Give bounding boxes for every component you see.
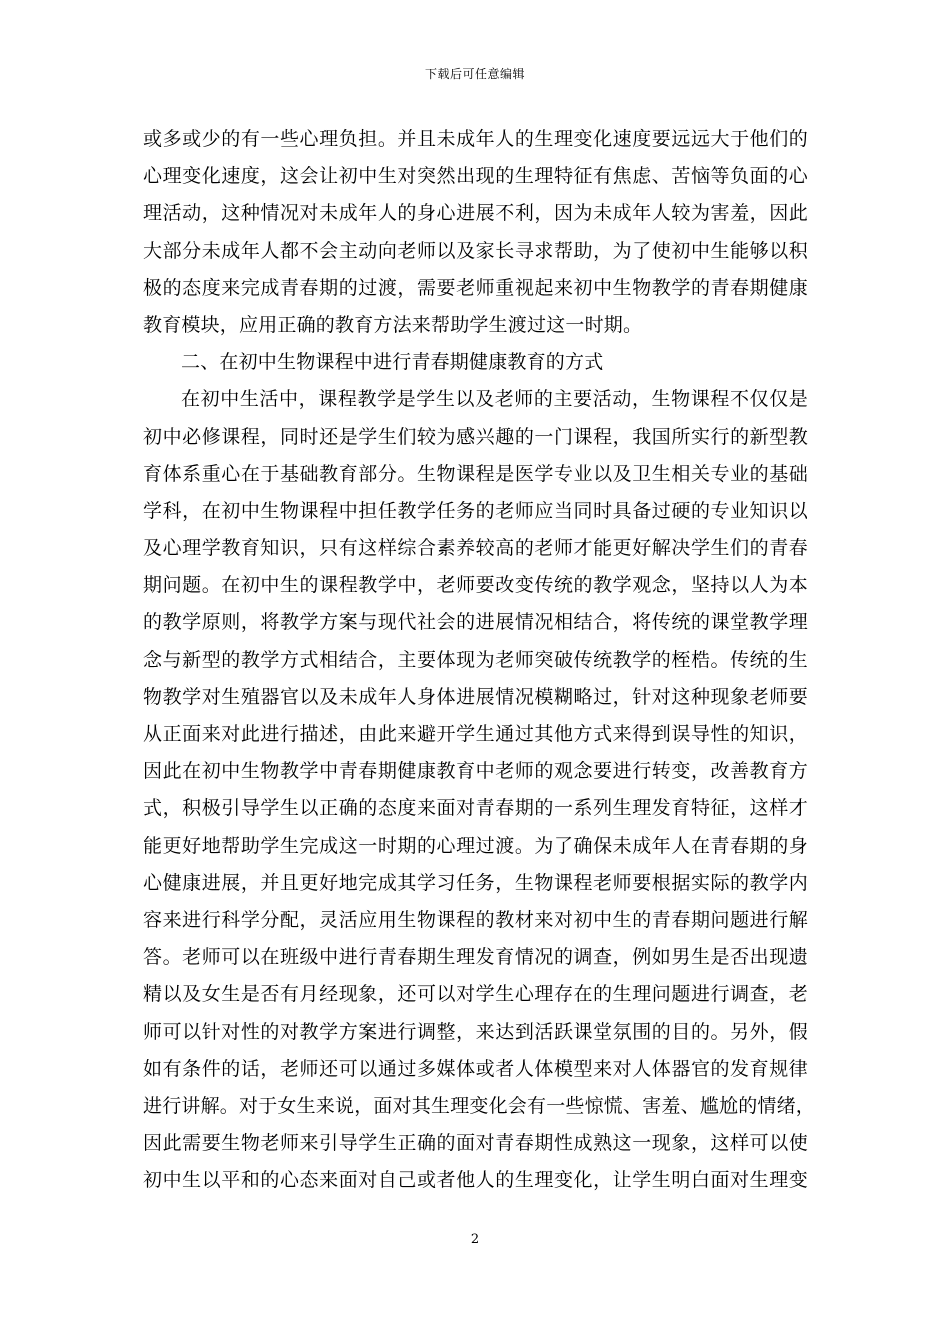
text-line: 心健康进展，并且更好地完成其学习任务，生物课程老师要根据实际的教学内 bbox=[143, 871, 808, 894]
text-line: 极的态度来完成青春期的过渡，需要老师重视起来初中生物教学的青春期健康 bbox=[143, 276, 808, 299]
text-line: 精以及女生是否有月经现象，还可以对学生心理存在的生理问题进行调查，老 bbox=[143, 983, 808, 1006]
text-line: 从正面来对此进行描述，由此来避开学生通过其他方式来得到误导性的知识， bbox=[143, 723, 808, 745]
text-line: 答。老师可以在班级中进行青春期生理发育情况的调查，例如男生是否出现遗 bbox=[143, 946, 808, 969]
text-line: 期问题。在初中生的课程教学中，老师要改变传统的教学观念，坚持以人为本 bbox=[143, 574, 808, 597]
text-line: 及心理学教育知识，只有这样综合素养较高的老师才能更好解决学生们的青春 bbox=[143, 537, 808, 560]
text-line: 因此需要生物老师来引导学生正确的面对青春期性成熟这一现象，这样可以使 bbox=[143, 1132, 808, 1155]
text-line: 理活动，这种情况对未成年人的身心进展不利，因为未成年人较为害羞，因此 bbox=[143, 202, 808, 225]
text-line: 教育模块，应用正确的教育方法来帮助学生渡过这一时期。 bbox=[143, 313, 643, 336]
text-line: 初中必修课程，同时还是学生们较为感兴趣的一门课程，我国所实行的新型教 bbox=[143, 425, 808, 448]
text-line: 育体系重心在于基础教育部分。生物课程是医学专业以及卫生相关专业的基础 bbox=[143, 462, 808, 485]
text-line: 初中生以平和的心态来面对自己或者他人的生理变化，让学生明白面对生理变 bbox=[143, 1169, 808, 1192]
text-line: 因此在初中生物教学中青春期健康教育中老师的观念要进行转变，改善教育方 bbox=[143, 760, 808, 783]
section-heading: 二、在初中生物课程中进行青春期健康教育的方式 bbox=[181, 351, 604, 374]
text-line: 物教学对生殖器官以及未成年人身体进展情况模糊略过，针对这种现象老师要 bbox=[143, 685, 808, 708]
page-number: 2 bbox=[470, 1232, 480, 1247]
text-line: 能更好地帮助学生完成这一时期的心理过渡。为了确保未成年人在青春期的身 bbox=[143, 834, 808, 857]
text-line: 或多或少的有一些心理负担。并且未成年人的生理变化速度要远远大于他们的 bbox=[143, 128, 808, 150]
text-line: 式，积极引导学生以正确的态度来面对青春期的一系列生理发育特征，这样才 bbox=[143, 797, 808, 820]
text-line: 容来进行科学分配，灵活应用生物课程的教材来对初中生的青春期问题进行解 bbox=[143, 908, 808, 931]
text-line: 念与新型的教学方式相结合，主要体现为老师突破传统教学的桎梏。传统的生 bbox=[143, 648, 808, 671]
text-line: 心理变化速度，这会让初中生对突然出现的生理特征有焦虑、苦恼等负面的心 bbox=[143, 165, 808, 188]
text-line: 的教学原则，将教学方案与现代社会的进展情况相结合，将传统的课堂教学理 bbox=[143, 611, 808, 634]
page-header: 下载后可任意编辑 bbox=[424, 67, 525, 81]
document-body bbox=[143, 121, 816, 1199]
text-line: 大部分未成年人都不会主动向老师以及家长寻求帮助，为了使初中生能够以积 bbox=[143, 239, 808, 262]
text-line: 师可以针对性的对教学方案进行调整，来达到活跃课堂氛围的目的。另外，假 bbox=[143, 1020, 808, 1043]
text-line: 在初中生活中，课程教学是学生以及老师的主要活动，生物课程不仅仅是 bbox=[181, 388, 808, 411]
text-line: 学科，在初中生物课程中担任教学任务的老师应当同时具备过硬的专业知识以 bbox=[143, 499, 808, 522]
text-line: 如有条件的话，老师还可以通过多媒体或者人体模型来对人体器官的发育规律 bbox=[143, 1057, 808, 1080]
text-line: 进行讲解。对于女生来说，面对其生理变化会有一些惊慌、害羞、尴尬的情绪， bbox=[143, 1094, 816, 1117]
